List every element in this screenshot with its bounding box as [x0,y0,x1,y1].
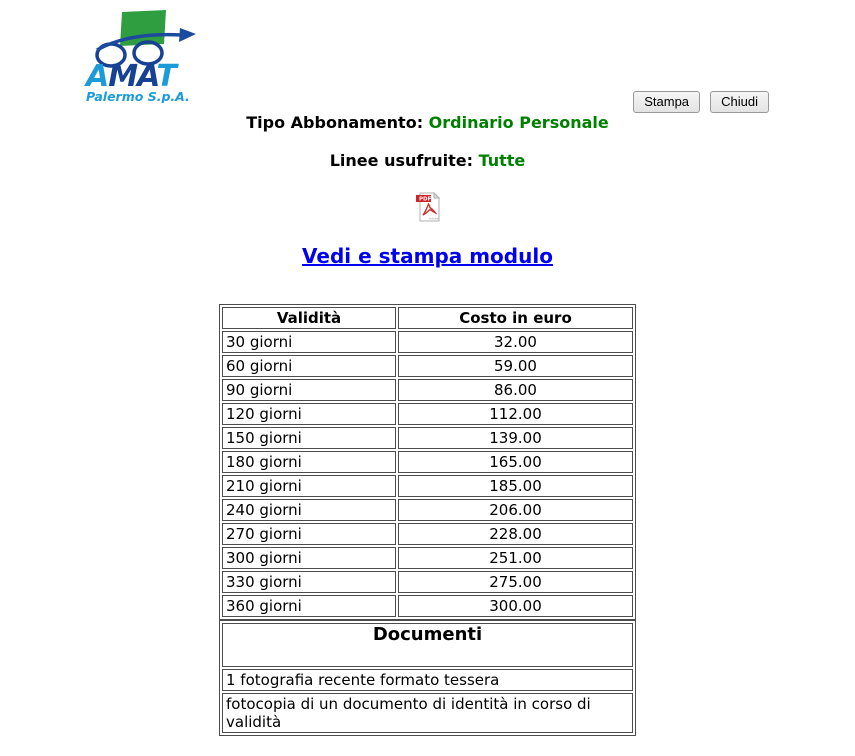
pdf-folded-corner [434,193,439,198]
price-table-row [222,523,633,545]
cost-cell: 185.00 [398,475,633,497]
document-item-id-copy: fotocopia di un documento di identità in corso di validità [222,693,633,733]
price-table-row [222,499,633,521]
document-item-row [222,669,633,691]
module-link-row [0,244,855,268]
logo-green-square [120,10,166,46]
pdf-banner-text: PDF [418,196,431,203]
cost-cell: 139.00 [398,427,633,449]
validity-cell: 150 giorni [222,427,396,449]
amat-logo-graphic [84,8,204,103]
validity-cell: 270 giorni [222,523,396,545]
lines-used-label: Linee usufruite: [329,151,473,170]
documents-table-body [222,623,633,733]
cost-cell: 206.00 [398,499,633,521]
price-table-row [222,547,633,569]
validity-cell: 330 giorni [222,571,396,593]
logo-subtitle: Palermo S.p.A. [86,89,190,103]
documents-table [219,620,636,736]
validity-cell: 90 giorni [222,379,396,401]
column-header-validity: Validità [222,307,396,329]
price-table-head [222,307,633,329]
validity-cell: 360 giorni [222,595,396,617]
page-header [0,0,855,113]
amat-logo [84,8,204,103]
cost-cell: 275.00 [398,571,633,593]
price-table-header-row [222,307,633,329]
price-table-row [222,451,633,473]
cost-cell: 165.00 [398,451,633,473]
documents-title-row [222,623,633,667]
logo-wordmark: AMAT [86,59,176,94]
stampa-button[interactable]: Stampa [633,91,700,113]
price-table [219,304,636,620]
pdf-icon-row [0,192,855,222]
document-item-row [222,693,633,733]
cost-cell: 112.00 [398,403,633,425]
chiudi-button[interactable]: Chiudi [710,91,769,113]
logo-arrow-head [179,28,196,42]
lines-used-value: Tutte [478,151,526,170]
validity-cell: 300 giorni [222,547,396,569]
lines-used-heading [0,152,855,170]
validity-cell: 30 giorni [222,331,396,353]
price-table-row [222,475,633,497]
column-header-cost: Costo in euro [398,307,633,329]
validity-cell: 210 giorni [222,475,396,497]
pdf-file-icon[interactable] [416,192,440,226]
cost-cell: 32.00 [398,331,633,353]
validity-cell: 60 giorni [222,355,396,377]
price-table-row [222,331,633,353]
vedi-stampa-modulo-link[interactable]: Vedi e stampa modulo [302,244,553,268]
price-table-row [222,379,633,401]
subscription-type-label: Tipo Abbonamento: [246,113,424,132]
cost-cell: 300.00 [398,595,633,617]
cost-cell: 251.00 [398,547,633,569]
validity-cell: 180 giorni [222,451,396,473]
toolbar [628,91,769,113]
price-table-row [222,595,633,617]
validity-cell: 120 giorni [222,403,396,425]
document-item-photo: 1 fotografia recente formato tessera [222,669,633,691]
subscription-type-heading [0,113,855,132]
validity-cell: 240 giorni [222,499,396,521]
price-table-row [222,403,633,425]
cost-cell: 228.00 [398,523,633,545]
pdf-adobe-text: Adobe [428,216,438,221]
subscription-type-value: Ordinario Personale [428,113,609,132]
price-table-row [222,571,633,593]
price-table-body [222,331,633,617]
price-table-zone [0,304,855,736]
documents-title: Documenti [222,623,633,667]
price-table-row [222,427,633,449]
cost-cell: 59.00 [398,355,633,377]
price-table-row [222,355,633,377]
cost-cell: 86.00 [398,379,633,401]
